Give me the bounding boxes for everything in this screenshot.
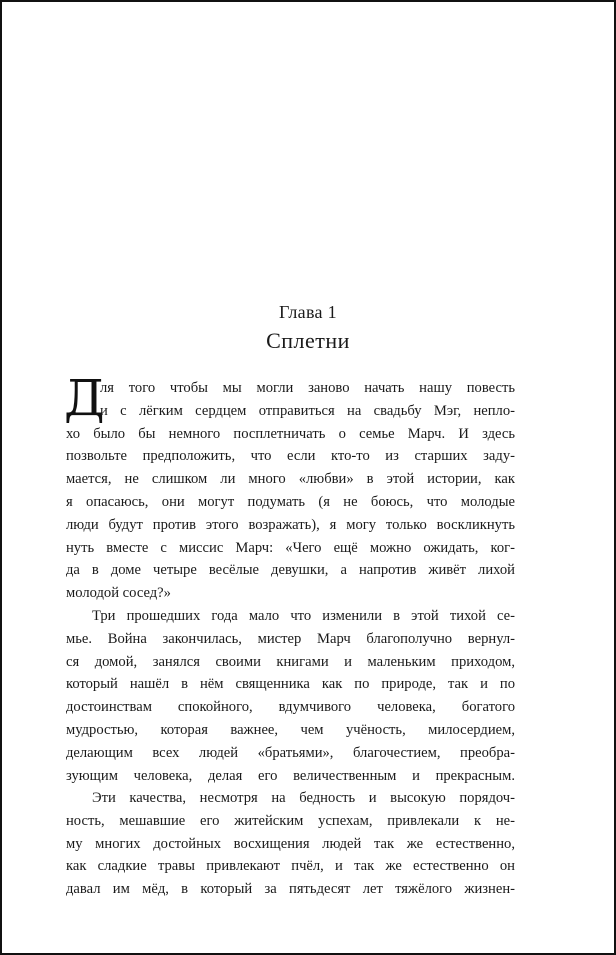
text-line: му многих достойных восхищения людей так же естественно, [66,835,515,852]
text-line: Три прошедших года мало что изменили в этой тихой се- [92,608,515,624]
text-line: да в доме четыре весёлые девушки, а напротив живёт лихой [66,562,515,579]
text-line: достоинствам спокойного, вдумчивого человека, богатого [66,699,515,716]
text-line: ность, мешавшие его житейским успехам, привлекали к не- [66,812,515,829]
paragraph-2 [66,605,515,787]
chapter-label: Глава 1 [279,302,337,322]
text-line: который нашёл в нём священника как по природе, так и по [66,676,515,693]
text-line: нуть вместе с миссис Марч: «Чего ещё можно ожидать, ког- [66,539,515,556]
text-line: делающим всех людей «братьями», благочестием, преобра- [66,744,515,761]
text-line: ля того чтобы мы могли заново начать нашу повесть [100,380,515,396]
chapter-title: Сплетни [266,328,350,353]
paragraph-3 [66,787,515,901]
text-line: я опасаюсь, они могут подумать (я не боюсь, что молодые [66,493,515,510]
text-line: и с лёгким сердцем отправиться на свадьбу Мэг, непло- [100,402,515,419]
drop-cap: Д [64,369,105,427]
paragraph-1 [66,377,515,605]
text-line: как сладкие травы привлекают пчёл, и так же естественно он [66,858,515,875]
text-line: давал им мёд, в который за пятьдесят лет тяжёлого жизнен- [66,881,515,898]
text-line: люди будут против этого возражать), я могу только воскликнуть [66,516,515,533]
text-line: мудростью, которая важнее, чем учёность, милосердием, [66,721,515,738]
text-line: молодой сосед?» [66,585,171,602]
text-line: зующим человека, делая его величественным и прекрасным. [66,767,515,784]
text-line: мается, не слишком ли много «любви» в этой истории, как [66,471,515,488]
text-line: позвольте предположить, что если кто-то из старших заду- [66,448,515,465]
text-line: хо было бы немного посплетничать о семье Марч. И здесь [66,425,515,442]
text-line: ся домой, занялся своими книгами и маленьким приходом, [66,653,515,670]
text-line: Эти качества, несмотря на бедность и высокую порядоч- [92,790,515,806]
text-line: мье. Война закончилась, мистер Марч благополучно вернул- [66,630,515,647]
